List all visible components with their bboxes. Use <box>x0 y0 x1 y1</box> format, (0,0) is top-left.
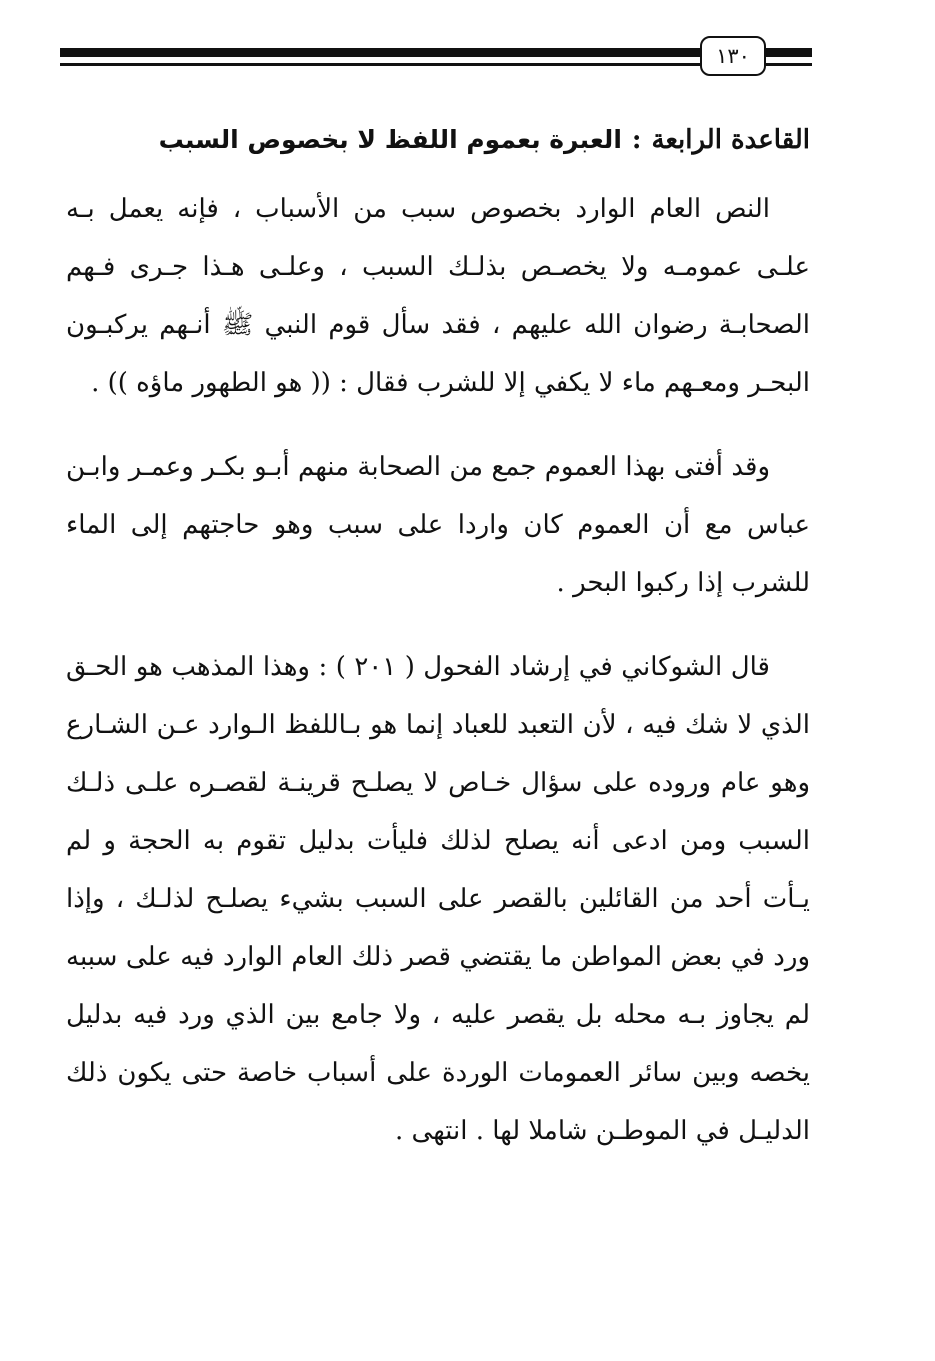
page-number: ١٣٠ <box>716 44 750 68</box>
section-title-label: القاعدة الرابعة <box>651 125 810 155</box>
page-header <box>60 30 810 90</box>
header-rule-thin-right <box>766 63 812 66</box>
page-body <box>66 112 810 1186</box>
section-title-rule: العبرة بعموم اللفظ لا بخصوص السبب <box>158 125 622 154</box>
header-rule-thick-left <box>60 48 700 57</box>
section-title <box>66 112 810 168</box>
header-rule-thick-right <box>766 48 812 57</box>
section-title-separator: : <box>631 125 642 155</box>
paragraph: قال الشوكاني في إرشاد الفحول ( ٢٠١ ) : وهذا المذهب هو الحـق الذي لا شك فيه ، لأن التعبد للعباد إنما هو بـاللفظ الـوارد عـن الشـارع وهو عام وروده على سؤال خـاص لا يصلـح قرينـة لقصـره علـى ذلـك السبب ومن ادعى أنه يصلح لذلك فليأت بدليل تقوم به الحجة و لم يـأت أحد من القائلين بالقصر على السبب بشيء يصلـح لذلـك ، وإذا ورد في بعض المواطن ما يقتضي قصر ذلك العام الوارد فيه على سببه لم يجاوز بـه محله بل يقصر عليه ، ولا جامع بين الذي ورد فيه بدليل يخصه وبين سائر العمومات الوردة على أسباب خاصة حتى يكون ذلك الدليـل في الموطـن شاملا لها . انتهى . <box>66 652 810 1146</box>
paragraph: النص العام الوارد بخصوص سبب من الأسباب ، فإنه يعمل بـه علـى عمومـه ولا يخصـص بذلـك السبب ، وعلـى هـذا جـرى فـهم الصحابـة رضوان الله عليهم ، فقد سأل قوم النبي ﷺ أنـهم يركبـون البحـر ومعـهم ماء لا يكفي إلا للشرب فقال : (( هو الطهور ماؤه )) . <box>66 194 810 398</box>
paragraph: وقد أفتى بهذا العموم جمع من الصحابة منهم أبـو بكـر وعمـر وابـن عباس مع أن العموم كان واردا على سبب وهو حاجتهم إلى الماء للشرب إذا ركبوا البحر . <box>66 452 810 598</box>
page-number-box <box>700 36 766 76</box>
header-rule-thin-left <box>60 63 700 66</box>
